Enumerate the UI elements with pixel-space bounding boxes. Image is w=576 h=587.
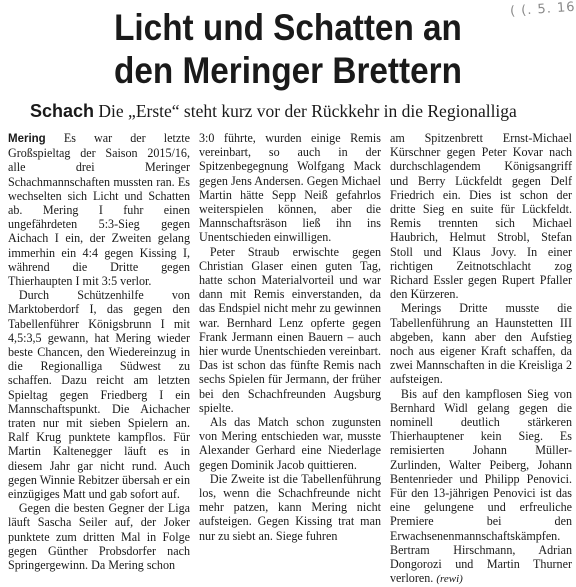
paragraph-text: Es war der letzte Großspieltag der Saison 2015/16, alle drei Meringer Schachmannschaften mussten ran. Es wechselten sich Licht und Schatten ab. Mering I fuhr einen ungefährdeten 5:3-Sieg gegen Aichach I ein, der Zweiten gelang immerhin ein 4:4 gegen Kissing I, während die Dritte gegen Thierhaupten I mit 3:5 verlor. [8,131,190,289]
paragraph: am Spitzenbrett Ernst-Michael Kürschner gegen Peter Kovar nach durchschlagendem Königsangriff und Berry Lückfeldt gegen Delf Friedrich ein. Dies ist schon der dritte Sieg en suite für Lückfeldt. Remis trennten sich Michael Haubrich, Helmut Strobl, Stefan Stoll und Klaus Jovy. In einer richtigen Zeitnotschlacht zog Richard Essler gegen Rupert Pfaller den Kürzeren. [390,131,572,302]
headline-line-2: den Meringer Brettern [114,50,462,91]
paragraph [8,131,190,288]
article-column-3 [390,131,572,587]
headline-line-1: Licht und Schatten an [114,7,462,48]
handwritten-date: ( (. 5. 16 [509,0,576,20]
paragraph-text: Bis auf den kampflosen Sieg von Bernhard Widl gelang gegen die nominell deutlich stärkeren Thierhauptener kein Sieg. Es remisierten Johann Müller-Zurlinden, Walter Peiberg, Johann Bentenrieder und Philipp Penovici. Für den 13-jährigen Penovici ist das eine gelungene und erfreuliche Premiere bei den Erwachsenenmannschaftskämpfen. Bertram Hirschmann, Adrian Dongorozi und Martin Thurner verloren. [390,386,572,586]
paragraph: Peter Straub erwischte gegen Christian Glaser einen guten Tag, hatte schon Materialvorteil und war dann mit Remis einverstanden, da das Endspiel nicht mehr zu gewinnen war. Bernhard Lenz opferte gegen Frank Jermann einen Bauern – auch hier wurde Unentschieden vereinbart. Das ist schon das fünfte Remis nach sechs Spielen für Jermann, der früher bei den Schachfreunden Augsburg spielte. [199,244,382,415]
dateline: Mering [8,133,46,145]
subheadline-kicker: Schach [30,101,95,121]
subheadline [30,101,517,122]
paragraph: Merings Dritte musste die Tabellenführung an Haunstetten III abgeben, kann aber den Aufstieg noch aus eigener Kraft schaffen, da zwei Mannschaften in die Kreisliga 2 aufsteigen. [390,301,572,387]
paragraph: Gegen die besten Gegner der Liga läuft Sascha Seiler auf, der Joker punktete zum dritten Mal in Folge gegen Günther Probsdorfer nach Springergewinn. Da Mering schon [8,501,190,573]
article-body [8,131,576,587]
paragraph: Durch Schützenhilfe von Marktoberdorf I, das gegen den Tabellenführer Königsbrunn I mit 4,5:3,5 gewann, hat Mering wieder beste Chancen, den Wiedereinzug in die Regionalliga Südwest zu schaffen. Dazu reicht am letzten Spieltag gegen Friedberg I ein Mannschaftspunkt. Die Aichacher traten nur mit sieben Spielern an. Ralf Krug punktete kampflos. Für Martin Kaltenegger läuft es in diesem Jahr gar nicht rund. Auch gegen Winnie Rebitzer übersah er ein einzügiges Matt und gab sofort auf. [8,288,190,502]
paragraph [390,387,572,587]
author-signature: (rewi) [436,573,463,586]
paragraph: Die Zweite ist die Tabellenführung los, wenn die Schachfreunde nicht mehr patzen, kann Mering nicht aufsteigen. Gegen Kissing trat man nur zu siebt an. Siege fuhren [199,471,381,543]
subheadline-text: Die „Erste“ steht kurz vor der Rückkehr in die Regionalliga [98,101,517,121]
article-column-1 [8,131,190,587]
paragraph: 3:0 führte, wurden einige Remis vereinbart, so auch in der Spitzenbegegnung Wolfgang Mack gegen Jens Andersen. Gegen Michael Martin hätte Sepp Neiß gefahrlos weiterspielen können, aber die Mannschaftsräson ließ ihn ins Unentschieden einwilligen. [199,131,381,245]
article-column-2 [199,131,381,587]
headline [29,6,547,92]
paragraph: Als das Match schon zugunsten von Mering entschieden war, musste Alexander Gerhard eine Niederlage gegen Dominik Jacob quittieren. [199,415,381,472]
